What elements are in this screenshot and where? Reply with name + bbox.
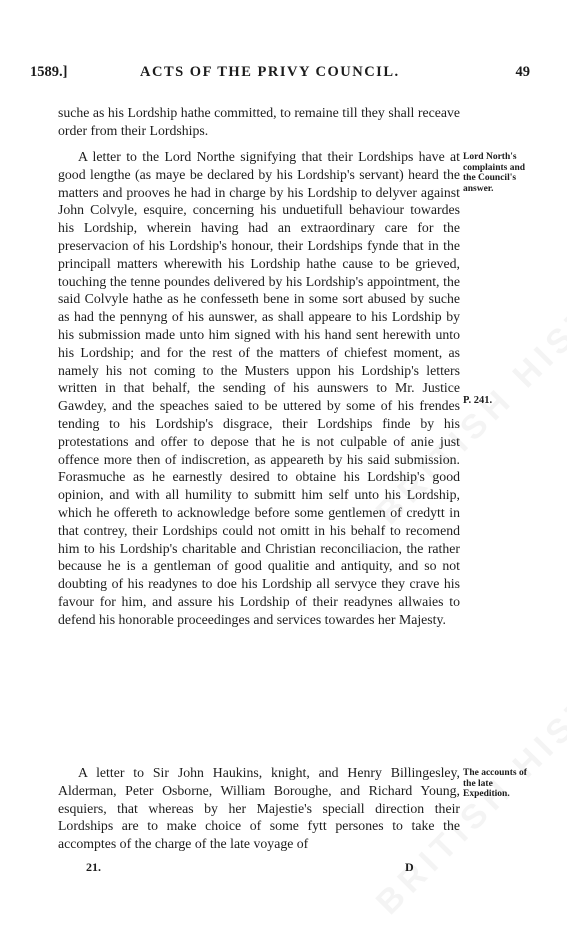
running-header [30, 64, 530, 84]
paragraph-continuation: suche as his Lordship hathe committed, to remaine till they shall receave order from their Lordships. [58, 105, 460, 138]
margin-page-reference: P. 241. [463, 395, 493, 406]
margin-note-accounts: The accounts of the late Expedition. [463, 768, 527, 799]
header-page-number: 49 [515, 64, 530, 80]
paragraph-haukins-letter: A letter to Sir John Haukins, knight, and Henry Billingesley, Alderman, Peter Osborne, William Boroughe, and Richard Young, esquiers, that whereas by her Majestie's speciall direction their Lordships are to make choice of some fytt persones to take the accomptes of the charge of the late voyage of [58, 765, 460, 852]
footer-signature-letter: D [405, 860, 414, 874]
header-year: 1589.] [30, 64, 68, 80]
paragraph-lord-north-letter: A letter to the Lord Northe signifying that their Lordships have at good lengthe (as maye be declared by his Lordship's servant) heard the matters and prooves he had in charge by his Lordship to delyver against John Colvyle, esquire, concerning his unduetifull behaviour towardes his Lordship, wherein having had an extraordinary care for the preservacion of his Lordship's honour, their Lordships fynde that in the principall matters wherewith his Lordship hathe cause to be grieved, touching the tenne poundes delivered by his Lordship's appointment, the said Colvyle hathe as he confesseth bene in some sort abused by suche as had the pennyng of his aunswer, as shall appeare to his Lordship by his submission made unto him signed with his hand sent herewith unto his Lordship; and for the rest of the matters of chiefest moment, as namely his not coming to the Musters uppon his Lordship's letters written in that behalf, the sending of his aunswers to Mr. Justice Gawdey, and the speaches saied to be uttered by some of his frendes tending to his Lordship's disgrace, their Lordships finde by his protestations and offer to depose that he is not culpable of anie just offence more then of indiscretion, as appeareth by his said submission. Forasmuche as he earnestly desired to obtaine his Lordship's good opinion, and with all humility to submitt him self unto his Lordship, which he offereth to acknowledge before some gentlemen of credytt in that contrey, their Lordships could not omitt in his behalf to recomend him to his Lordship's charitable and Christian reconciliacion, the rather because he is a gentleman of good qualitie and antiquity, and so not doubting of his readynes to doe his Lordship all servyce they crave his favour for him, and assure his Lordship of their readynes allwaies to defend his honorable proceedinges and services towardes her Majesty. [58, 149, 460, 627]
header-title: ACTS OF THE PRIVY COUNCIL. [140, 64, 400, 80]
footer-signature-number: 21. [86, 860, 101, 874]
margin-note-lord-north: Lord North's complaints and the Council's answer. [463, 152, 526, 194]
